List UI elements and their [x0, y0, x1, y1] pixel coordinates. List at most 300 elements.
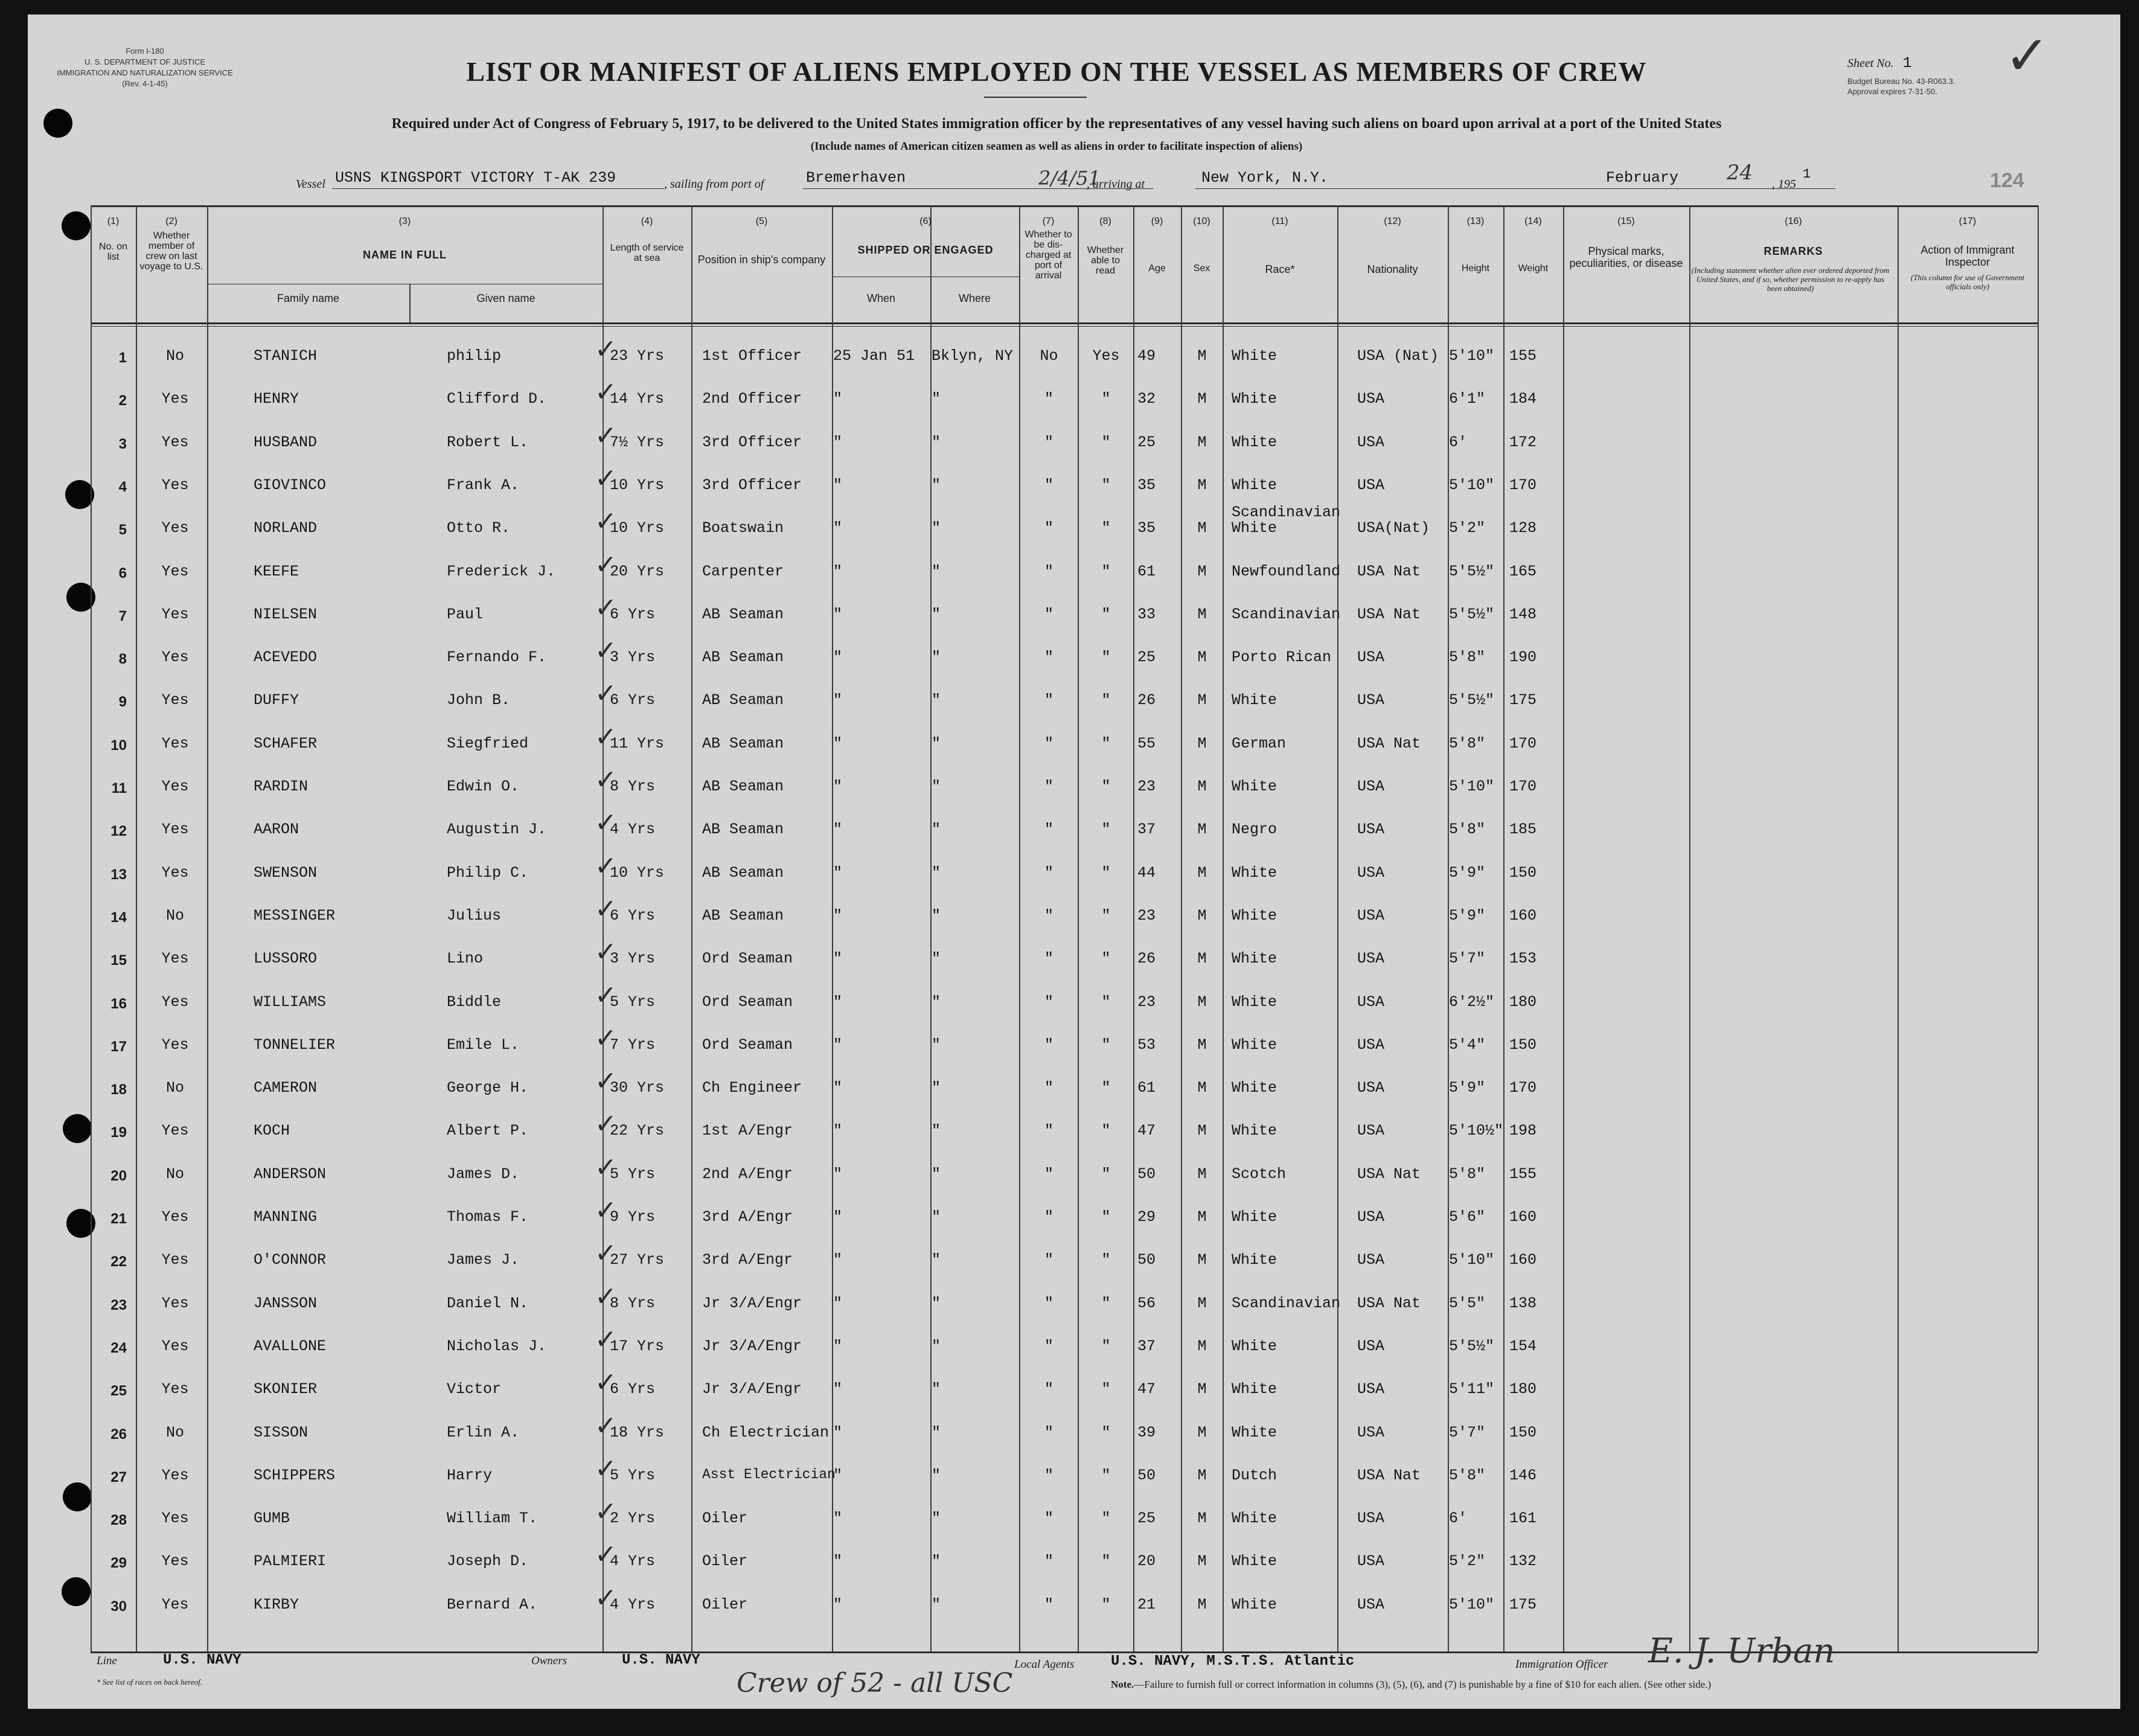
crew-when: ": [833, 1552, 843, 1570]
crew-svc: 5 Yrs: [610, 1467, 656, 1484]
vessel-name: USNS KINGSPORT VICTORY T-AK 239: [335, 169, 616, 187]
crew-age: 26: [1137, 950, 1156, 967]
crew-age: 56: [1137, 1295, 1156, 1312]
tick-mark-icon: ✓: [595, 463, 617, 494]
crew-last: Yes: [161, 390, 189, 408]
crew-nat: USA Nat: [1357, 1165, 1421, 1183]
row-number: 6: [118, 565, 127, 581]
crew-nat: USA: [1357, 1380, 1385, 1398]
column-label: Length of service at sea: [610, 243, 684, 263]
crew-age: 50: [1137, 1251, 1156, 1269]
tick-mark-icon: ✓: [595, 592, 617, 623]
crew-race: White: [1232, 778, 1277, 795]
crew-family: NORLAND: [254, 519, 318, 537]
column-rule: [1563, 205, 1564, 1651]
crew-sex: M: [1197, 1467, 1207, 1484]
crew-age: 23: [1137, 778, 1156, 795]
crew-nat: USA: [1357, 1510, 1385, 1527]
crew-when: ": [833, 1036, 843, 1054]
column-number: (4): [641, 216, 653, 226]
tick-mark-icon: ✓: [595, 678, 617, 709]
crew-age: 23: [1137, 993, 1156, 1011]
column-number: (17): [1958, 216, 1977, 226]
crew-pos: AB Seaman: [702, 606, 784, 623]
crew-wt: 148: [1509, 606, 1537, 623]
column-label: Whether to be dis-charged at port of arrival: [1025, 229, 1072, 281]
column-label: SHIPPED OR ENGAGED: [857, 244, 994, 256]
crew-sex: M: [1197, 735, 1207, 752]
crew-family: STANICH: [254, 347, 318, 365]
crew-ht: 5'2": [1449, 1552, 1486, 1570]
row-number: 15: [110, 952, 127, 969]
crew-race: Negro: [1232, 821, 1277, 838]
note-label: Note.: [1111, 1679, 1134, 1690]
column-rule: [207, 205, 208, 1651]
crew-last: No: [165, 347, 184, 365]
crew-nat: USA: [1357, 864, 1385, 882]
crew-nat: USA: [1357, 691, 1385, 709]
crew-family: GUMB: [254, 1510, 290, 1527]
crew-dis: ": [1044, 907, 1054, 924]
crew-last: Yes: [161, 1467, 189, 1484]
crew-nat: USA: [1357, 993, 1385, 1011]
crew-family: SCHIPPERS: [254, 1467, 336, 1484]
crew-when: ": [833, 519, 843, 537]
crew-given: Edwin O.: [447, 778, 520, 795]
crew-dis: ": [1044, 606, 1054, 623]
row-number: 9: [118, 694, 127, 710]
crew-race: White: [1232, 347, 1277, 365]
column-label: Whether member of crew on last voyage to U.S.: [139, 231, 203, 272]
crew-given: Frank A.: [447, 476, 520, 494]
column-rule: [1133, 205, 1134, 1651]
crew-ht: 6': [1449, 434, 1468, 451]
crew-where: ": [932, 821, 941, 838]
crew-race: White: [1232, 1251, 1277, 1269]
crew-race: White: [1232, 864, 1277, 882]
crew-given: John B.: [447, 691, 511, 709]
crew-family: SISSON: [254, 1424, 309, 1441]
subhead-where: Where: [958, 292, 991, 304]
crew-last: Yes: [161, 821, 189, 838]
crew-last: Yes: [161, 649, 189, 666]
crew-ht: 6'2½": [1449, 993, 1495, 1011]
punch-hole: [62, 211, 91, 240]
crew-race: White: [1232, 1208, 1277, 1226]
crew-when: ": [833, 1467, 843, 1484]
crew-race: Porto Rican: [1232, 649, 1332, 666]
footer-line-label: Line: [97, 1654, 117, 1667]
crew-race: Scotch: [1232, 1165, 1287, 1183]
row-number: 1: [118, 350, 127, 366]
crew-ht: 6': [1449, 1510, 1468, 1527]
crew-ht: 5'8": [1449, 735, 1486, 752]
crew-nat: USA: [1357, 821, 1385, 838]
crew-last: Yes: [161, 519, 189, 537]
crew-given: Nicholas J.: [447, 1337, 547, 1355]
port-to: New York, N.Y.: [1201, 169, 1329, 187]
crew-nat: USA: [1357, 1036, 1385, 1054]
service: IMMIGRATION AND NATURALIZATION SERVICE: [57, 68, 233, 77]
crew-last: Yes: [161, 1596, 189, 1613]
crew-dis: ": [1044, 1122, 1054, 1139]
crew-ht: 6'1": [1449, 390, 1486, 408]
crew-dis: ": [1044, 993, 1054, 1011]
punch-hole: [65, 480, 94, 509]
year-prefix: , 195: [1772, 178, 1796, 191]
crew-wt: 161: [1509, 1510, 1537, 1527]
crew-dis: ": [1044, 1552, 1054, 1570]
crew-when: 25 Jan 51: [833, 347, 915, 365]
crew-svc: 10 Yrs: [610, 476, 665, 494]
row-number: 24: [110, 1340, 127, 1356]
crew-when: ": [833, 821, 843, 838]
crew-svc: 2 Yrs: [610, 1510, 656, 1527]
column-number: (5): [755, 216, 768, 226]
crew-dis: ": [1044, 864, 1054, 882]
crew-svc: 8 Yrs: [610, 1295, 656, 1312]
footer-owners-value: U.S. NAVY: [622, 1652, 700, 1668]
crew-nat: USA(Nat): [1357, 519, 1430, 537]
row-number: 27: [110, 1469, 127, 1485]
crew-where: ": [932, 778, 941, 795]
column-label: Physical marks, peculiarities, or disease: [1569, 245, 1683, 269]
crew-race: Scandinavian: [1232, 606, 1341, 623]
crew-race: White: [1232, 1079, 1277, 1097]
crew-read: ": [1101, 1424, 1111, 1441]
crew-nat: USA: [1357, 1122, 1385, 1139]
crew-where: ": [932, 476, 941, 494]
crew-where: Bklyn, NY: [932, 347, 1014, 365]
punch-hole: [62, 1577, 91, 1606]
crew-ht: 5'9": [1449, 864, 1486, 882]
crew-svc: 4 Yrs: [610, 1596, 656, 1613]
crew-last: No: [165, 907, 184, 924]
crew-wt: 172: [1509, 434, 1537, 451]
crew-race: White: [1232, 1510, 1277, 1527]
races-footnote: * See list of races on back hereof.: [97, 1677, 202, 1686]
crew-given: Victor: [447, 1380, 502, 1398]
crew-wt: 155: [1509, 1165, 1537, 1183]
crew-ht: 5'10½": [1449, 1122, 1504, 1139]
crew-sex: M: [1197, 778, 1207, 795]
crew-when: ": [833, 1295, 843, 1312]
crew-when: ": [833, 434, 843, 451]
budget-info: [1847, 76, 1955, 97]
tick-mark-icon: ✓: [595, 1023, 617, 1054]
crew-dis: ": [1044, 434, 1054, 451]
budget-number: Budget Bureau No. 43-R063.3.: [1847, 77, 1955, 86]
column-label: Race*: [1265, 263, 1295, 275]
crew-svc: 6 Yrs: [610, 1380, 656, 1398]
crew-nat: USA: [1357, 1208, 1385, 1226]
crew-when: ": [833, 606, 843, 623]
crew-wt: 160: [1509, 1208, 1537, 1226]
crew-where: ": [932, 1467, 941, 1484]
crew-age: 21: [1137, 1596, 1156, 1613]
crew-age: 32: [1137, 390, 1156, 408]
crew-where: ": [932, 1552, 941, 1570]
crew-sex: M: [1197, 606, 1207, 623]
crew-sex: M: [1197, 390, 1207, 408]
crew-dis: ": [1044, 821, 1054, 838]
crew-given: Bernard A.: [447, 1596, 538, 1613]
row-number: 11: [111, 780, 127, 796]
crew-nat: USA Nat: [1357, 1295, 1421, 1312]
year-suffix: 1: [1803, 167, 1811, 182]
crew-race: White: [1232, 1380, 1277, 1398]
punch-hole: [63, 1114, 92, 1143]
crew-last: Yes: [161, 1208, 189, 1226]
crew-wt: 184: [1509, 390, 1537, 408]
crew-last: Yes: [161, 476, 189, 494]
crew-ht: 5'5½": [1449, 606, 1495, 623]
crew-when: ": [833, 1251, 843, 1269]
crew-sex: M: [1197, 434, 1207, 451]
crew-ht: 5'5": [1449, 1295, 1486, 1312]
column-label: Height: [1461, 263, 1490, 274]
crew-race: White: [1232, 907, 1277, 924]
tick-mark-icon: ✓: [595, 1109, 617, 1139]
footer-officer-label: Immigration Officer: [1515, 1658, 1608, 1671]
subhead-family: Family name: [277, 292, 340, 304]
tick-mark-icon: ✓: [595, 635, 617, 666]
crew-family: O'CONNOR: [254, 1251, 327, 1269]
officer-signature: E. J. Urban: [1648, 1632, 1835, 1671]
crew-given: Augustin J.: [447, 821, 547, 838]
column-label: Action of Immigrant Inspector: [1920, 244, 2015, 268]
tick-mark-icon: ✓: [595, 1496, 617, 1527]
crew-given: Robert L.: [447, 434, 529, 451]
crew-read: ": [1101, 993, 1111, 1011]
crew-last: Yes: [161, 1036, 189, 1054]
crew-dis: ": [1044, 1510, 1054, 1527]
crew-family: TONNELIER: [254, 1036, 336, 1054]
column-number: (2): [165, 216, 177, 226]
crew-given: Philip C.: [447, 864, 529, 882]
arriving-label: , arriving at: [1087, 178, 1145, 191]
crew-nat: USA: [1357, 476, 1385, 494]
crew-dis: ": [1044, 1208, 1054, 1226]
crew-sex: M: [1197, 864, 1207, 882]
row-number: 17: [110, 1039, 127, 1055]
crew-dis: No: [1040, 347, 1058, 365]
column-number: (3): [398, 216, 411, 226]
crew-where: ": [932, 907, 941, 924]
tick-mark-icon: ✓: [595, 1583, 617, 1613]
crew-pos: Ord Seaman: [702, 950, 793, 967]
crew-svc: 11 Yrs: [610, 735, 665, 752]
crew-ht: 5'10": [1449, 1596, 1495, 1613]
tick-mark-icon: ✓: [595, 1539, 617, 1570]
crew-wt: 160: [1509, 1251, 1537, 1269]
crew-svc: 4 Yrs: [610, 1552, 656, 1570]
crew-sex: M: [1197, 1596, 1207, 1613]
crew-nat: USA: [1357, 649, 1385, 666]
crew-when: ": [833, 1424, 843, 1441]
crew-read: ": [1101, 864, 1111, 882]
crew-read: ": [1101, 1552, 1111, 1570]
crew-wt: 150: [1509, 1036, 1537, 1054]
crew-sex: M: [1197, 347, 1207, 365]
crew-age: 20: [1137, 1552, 1156, 1570]
crew-where: ": [932, 1079, 941, 1097]
crew-when: ": [833, 778, 843, 795]
crew-pos: AB Seaman: [702, 821, 784, 838]
port-to-underline: [1195, 188, 1835, 189]
crew-svc: 23 Yrs: [610, 347, 665, 365]
column-number: (11): [1271, 216, 1288, 226]
crew-read: ": [1101, 1467, 1111, 1484]
crew-given: Frederick J.: [447, 563, 556, 580]
crew-given: Daniel N.: [447, 1295, 529, 1312]
crew-nat: USA: [1357, 907, 1385, 924]
crew-ht: 5'8": [1449, 821, 1486, 838]
column-label: NAME IN FULL: [363, 249, 447, 261]
footer-line-value: U.S. NAVY: [163, 1652, 241, 1668]
punch-hole: [43, 109, 72, 138]
crew-race: White: [1232, 476, 1277, 494]
crew-age: 39: [1137, 1424, 1156, 1441]
departure-date: 2/4/51: [1038, 167, 1101, 190]
tick-mark-icon: ✓: [595, 722, 617, 752]
crew-pos: Jr 3/A/Engr: [702, 1337, 802, 1355]
arrival-day: 24: [1727, 161, 1753, 185]
vessel-underline: [332, 188, 664, 189]
crew-where: ": [932, 434, 941, 451]
crew-last: Yes: [161, 950, 189, 967]
crew-family: PALMIERI: [254, 1552, 327, 1570]
crew-ht: 5'5½": [1449, 1337, 1495, 1355]
crew-dis: ": [1044, 950, 1054, 967]
crew-last: Yes: [161, 1251, 189, 1269]
crew-read: ": [1101, 1251, 1111, 1269]
footer-note: [1111, 1679, 1711, 1691]
crew-given: Clifford D.: [447, 390, 547, 408]
crew-when: ": [833, 1596, 843, 1613]
crew-race: White: [1232, 950, 1277, 967]
crew-given: Fernando F.: [447, 649, 547, 666]
crew-wt: 175: [1509, 1596, 1537, 1613]
crew-read: ": [1101, 476, 1111, 494]
crew-last: Yes: [161, 778, 189, 795]
crew-last: Yes: [161, 1552, 189, 1570]
crew-given: Paul: [447, 606, 484, 623]
crew-race: White: [1232, 1424, 1277, 1441]
tick-mark-icon: ✓: [595, 937, 617, 967]
crew-ht: 5'2": [1449, 519, 1486, 537]
row-number: 22: [110, 1254, 127, 1270]
crew-when: ": [833, 1122, 843, 1139]
crew-wt: 185: [1509, 821, 1537, 838]
crew-when: ": [833, 1165, 843, 1183]
crew-where: ": [932, 519, 941, 537]
crew-pos: AB Seaman: [702, 907, 784, 924]
row-number: 2: [118, 392, 127, 409]
crew-pos: 3rd Officer: [702, 476, 802, 494]
crew-wt: 154: [1509, 1337, 1537, 1355]
crew-wt: 150: [1509, 1424, 1537, 1441]
crew-ht: 5'11": [1449, 1380, 1495, 1398]
crew-nat: USA: [1357, 1337, 1385, 1355]
crew-dis: ": [1044, 519, 1054, 537]
crew-wt: 138: [1509, 1295, 1537, 1312]
crew-where: ": [932, 1251, 941, 1269]
crew-last: Yes: [161, 1510, 189, 1527]
crew-sex: M: [1197, 1295, 1207, 1312]
crew-when: ": [833, 993, 843, 1011]
crew-read: ": [1101, 1596, 1111, 1613]
crew-race: White: [1232, 1337, 1277, 1355]
crew-wt: 155: [1509, 347, 1537, 365]
crew-read: Yes: [1092, 347, 1120, 365]
tick-mark-icon: ✓: [595, 807, 617, 838]
table-header-rule: [91, 322, 2038, 324]
crew-age: 35: [1137, 519, 1156, 537]
crew-family: ACEVEDO: [254, 649, 318, 666]
crew-read: ": [1101, 1510, 1111, 1527]
crew-nat: USA: [1357, 950, 1385, 967]
crew-age: 25: [1137, 434, 1156, 451]
column-rule: [1337, 205, 1338, 1651]
crew-sex: M: [1197, 1337, 1207, 1355]
tick-mark-icon: ✓: [595, 1238, 617, 1269]
crew-race: White: [1232, 1552, 1277, 1570]
crew-wt: 175: [1509, 691, 1537, 709]
crew-race: White: [1232, 434, 1277, 451]
subhead-when: When: [866, 292, 896, 304]
crew-pos: 3rd A/Engr: [702, 1251, 793, 1269]
department: U. S. DEPARTMENT OF JUSTICE: [84, 57, 206, 66]
crew-read: ": [1101, 950, 1111, 967]
crew-family: SCHAFER: [254, 735, 318, 752]
crew-read: ": [1101, 1036, 1111, 1054]
crew-svc: 22 Yrs: [610, 1122, 665, 1139]
crew-nat: USA: [1357, 390, 1385, 408]
crew-last: Yes: [161, 563, 189, 580]
crew-svc: 7½ Yrs: [610, 434, 665, 451]
crew-family: HUSBAND: [254, 434, 318, 451]
crew-nat: USA: [1357, 1596, 1385, 1613]
crew-family: KIRBY: [254, 1596, 299, 1613]
crew-nat: USA: [1357, 1251, 1385, 1269]
crew-wt: 170: [1509, 778, 1537, 795]
column-number: (8): [1099, 216, 1111, 226]
crew-sex: M: [1197, 519, 1207, 537]
crew-given: Otto R.: [447, 519, 511, 537]
crew-age: 50: [1137, 1165, 1156, 1183]
crew-where: ": [932, 993, 941, 1011]
crew-read: ": [1101, 606, 1111, 623]
crew-family: MANNING: [254, 1208, 318, 1226]
crew-given: Harry: [447, 1467, 493, 1484]
crew-race: Scandinavian: [1232, 1295, 1341, 1312]
crew-nat: USA Nat: [1357, 563, 1421, 580]
crew-read: ": [1101, 1337, 1111, 1355]
crew-dis: ": [1044, 1337, 1054, 1355]
crew-where: ": [932, 1036, 941, 1054]
crew-dis: ": [1044, 1165, 1054, 1183]
crew-when: ": [833, 1510, 843, 1527]
arrival-month: February: [1606, 169, 1679, 187]
crew-sex: M: [1197, 950, 1207, 967]
crew-last: Yes: [161, 434, 189, 451]
crew-ht: 5'9": [1449, 907, 1486, 924]
row-number: 16: [110, 996, 127, 1012]
tick-mark-icon: ✓: [595, 1324, 617, 1355]
remarks-note: (Including statement whether alien ever ordered deported from United States, and if so, whether permission to re-apply has been obtained): [1691, 266, 1890, 293]
handwritten-crew-note: Crew of 52 - all USC: [737, 1668, 1013, 1699]
